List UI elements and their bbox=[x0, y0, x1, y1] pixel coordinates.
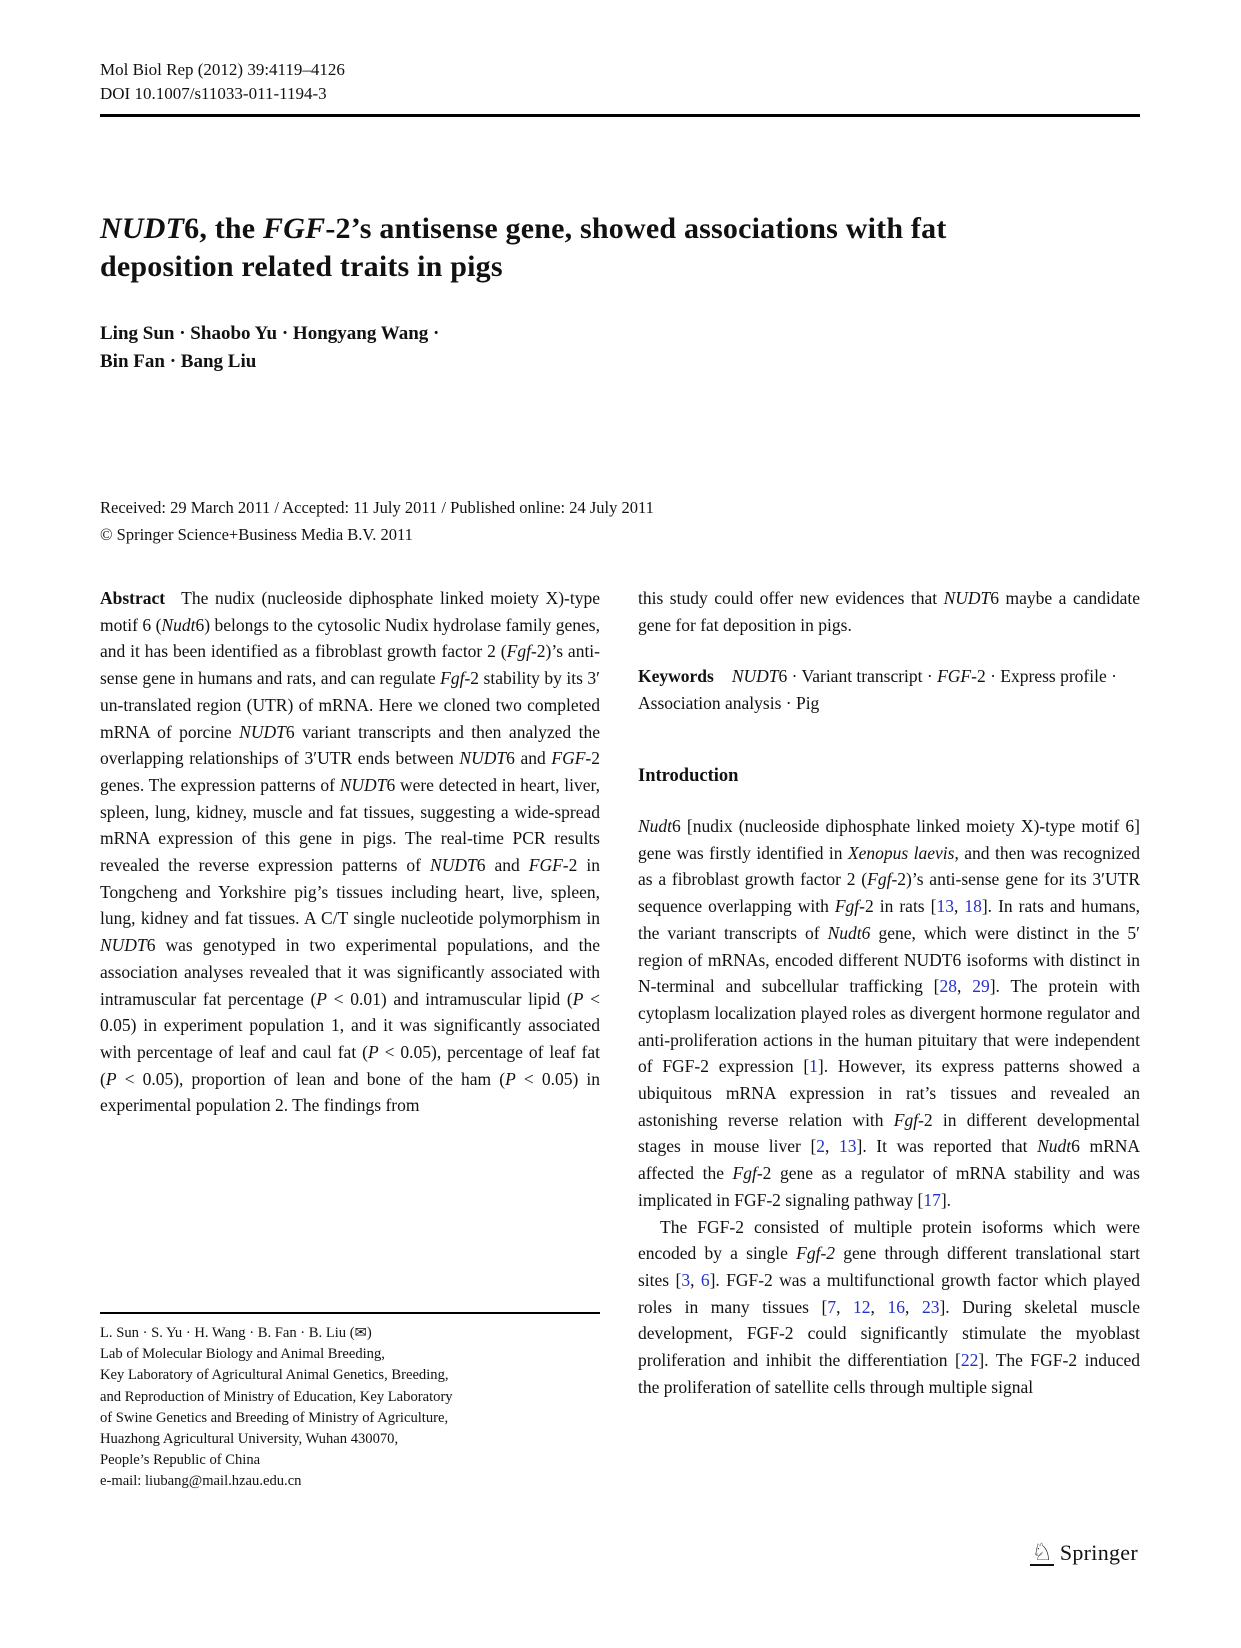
text-segment: NUDT bbox=[100, 212, 185, 245]
introduction-heading: Introduction bbox=[638, 766, 739, 786]
text-segment: ]. During skeletal muscle development, FGF-2 could significantly stimulate the myoblast proliferation and inhibit the differentiation [ bbox=[638, 1296, 1141, 1371]
text-segment: , bbox=[870, 1296, 888, 1317]
text-segment: Nudt bbox=[638, 816, 673, 836]
received-line: Received: 29 March 2011 / Accepted: 11 July 2011 / Published online: 24 July 2011 bbox=[100, 498, 654, 517]
article-title bbox=[100, 210, 1080, 286]
citation-link[interactable]: 3 bbox=[681, 1269, 691, 1290]
text-segment: FGF bbox=[263, 212, 326, 245]
text-segment: FGF bbox=[937, 666, 972, 686]
citation-link[interactable]: 13 bbox=[839, 1136, 857, 1157]
text-segment: -2 gene as a regulator of mRNA stability and was implicated in FGF-2 signaling pathway [ bbox=[638, 1163, 1140, 1210]
text-segment: , and then was recognized as a fibroblast growth factor 2 ( bbox=[638, 842, 1140, 890]
text-segment: FGF bbox=[528, 855, 563, 876]
text-segment: Fgf bbox=[893, 1109, 919, 1130]
affiliation-line: Key Laboratory of Agricultural Animal Genetics, Breeding, bbox=[100, 1367, 449, 1384]
abstract-label: Abstract bbox=[100, 588, 166, 608]
text-segment: -2 · Express profile · Association analysis · Pig bbox=[638, 666, 1117, 713]
author-list bbox=[100, 320, 439, 376]
text-segment: -2)’s anti-sense gene in humans and rats, and can regulate bbox=[100, 641, 600, 689]
text-segment: gene through different translational start sites [ bbox=[638, 1243, 1141, 1290]
citation-link[interactable]: 12 bbox=[853, 1296, 871, 1317]
text-segment: NUDT bbox=[239, 721, 286, 742]
affiliation-line: Huazhong Agricultural University, Wuhan 430070, bbox=[100, 1431, 399, 1448]
text-segment: The nudix (nucleoside diphosphate linked moiety X)-type motif 6 ( bbox=[100, 588, 600, 635]
springer-horse-icon: ♘ bbox=[1031, 1538, 1053, 1566]
text-segment: < 0.01) and intramuscular lipid ( bbox=[327, 988, 573, 1009]
text-segment: this study could offer new evidences that bbox=[638, 588, 944, 608]
correspondence-footnote bbox=[100, 1312, 600, 1493]
citation-link[interactable]: 6 bbox=[700, 1269, 710, 1290]
header-divider bbox=[100, 114, 1140, 117]
text-segment: P bbox=[505, 1068, 516, 1089]
introduction-body bbox=[638, 813, 1140, 1400]
text-segment: ]. In rats and humans, the variant transcripts of bbox=[638, 896, 1141, 943]
text-segment: , bbox=[953, 896, 965, 917]
text-segment: < 0.05) in experimental population 2. The findings from bbox=[100, 1068, 600, 1116]
text-segment: NUDT bbox=[100, 935, 147, 956]
citation-link[interactable]: 16 bbox=[887, 1296, 906, 1317]
text-segment: < 0.05), percentage of leaf fat ( bbox=[100, 1041, 601, 1089]
text-segment: Fgf bbox=[867, 869, 892, 890]
affiliation-line: Lab of Molecular Biology and Animal Breeding, bbox=[100, 1346, 385, 1363]
author-line-2: Bin Fan · Bang Liu bbox=[100, 351, 257, 372]
text-segment: NUDT bbox=[430, 855, 477, 876]
affiliation-line: of Swine Genetics and Breeding of Ministry of Agriculture, bbox=[100, 1409, 449, 1426]
springer-logo bbox=[1030, 1540, 1138, 1566]
text-segment: < 0.05), proportion of lean and bone of the ham ( bbox=[116, 1068, 506, 1089]
copyright-line: © Springer Science+Business Media B.V. 2011 bbox=[100, 525, 413, 544]
text-segment: NUDT bbox=[943, 588, 991, 608]
text-segment: ]. FGF-2 was a multifunctional growth factor which played roles in many tissues [ bbox=[638, 1269, 1141, 1317]
text-segment: 6 · Variant transcript · bbox=[778, 666, 938, 686]
publication-history bbox=[100, 494, 654, 548]
keywords-block bbox=[638, 663, 1140, 716]
text-segment: 6 variant transcripts and then analyzed the overlapping relationships of 3′UTR ends between bbox=[100, 721, 600, 769]
text-segment: , bbox=[957, 976, 973, 997]
citation-link[interactable]: 22 bbox=[960, 1350, 979, 1371]
text-segment: P bbox=[572, 988, 584, 1009]
intro-paragraph-2 bbox=[638, 1214, 1140, 1401]
doi-line: DOI 10.1007/s11033-011-1194-3 bbox=[100, 84, 327, 103]
citation-link[interactable]: 17 bbox=[923, 1189, 941, 1210]
citation-link[interactable]: 29 bbox=[972, 976, 990, 997]
text-segment: -2’s antisense gene, showed associations with fat deposition related traits in pigs bbox=[100, 212, 947, 283]
text-segment: 6 and bbox=[506, 748, 552, 769]
intro-paragraph-1 bbox=[638, 813, 1140, 1214]
text-segment: 6) belongs to the cytosolic Nudix hydrolase family genes, and it has been identified as a fibroblast growth factor 2 ( bbox=[100, 614, 600, 662]
text-segment: Nudt6 bbox=[827, 922, 871, 943]
text-segment: ]. bbox=[940, 1189, 952, 1210]
keywords-label: Keywords bbox=[638, 666, 714, 686]
text-segment: Fgf bbox=[732, 1163, 757, 1184]
citation-link[interactable]: 18 bbox=[964, 896, 982, 917]
text-segment: 6 were detected in heart, liver, spleen, lung, kidney, muscle and fat tissues, suggesting a wide-spread mRNA expression of this gene in pigs. The real-time PCR results revealed the reverse expression patterns of bbox=[100, 774, 600, 876]
text-segment: , bbox=[690, 1269, 701, 1290]
text-segment: , bbox=[836, 1296, 854, 1317]
text-segment: Fgf bbox=[440, 668, 465, 689]
text-segment: , bbox=[825, 1136, 840, 1157]
citation-link[interactable]: 7 bbox=[827, 1296, 837, 1317]
citation-link[interactable]: 28 bbox=[939, 976, 958, 997]
text-segment: , bbox=[905, 1296, 922, 1317]
text-segment: Xenopus laevis bbox=[847, 842, 955, 863]
text-segment: 6 [nudix (nucleoside diphosphate linked moiety X)-type motif 6] gene was firstly identified in bbox=[638, 816, 1140, 863]
page-header bbox=[100, 58, 345, 106]
journal-citation: Mol Biol Rep (2012) 39:4119–4126 bbox=[100, 60, 345, 79]
text-segment: NUDT bbox=[731, 666, 779, 686]
text-segment: NUDT bbox=[459, 748, 507, 769]
text-segment: -2)’s anti-sense gene for its 3′UTR sequence overlapping with bbox=[638, 869, 1140, 917]
text-segment: 6, the bbox=[184, 212, 264, 245]
text-segment: ]. The FGF-2 induced the proliferation of satellite cells through multiple signal bbox=[638, 1350, 1140, 1397]
footnote-divider bbox=[100, 1312, 600, 1314]
text-segment: Nudt bbox=[161, 614, 196, 635]
text-segment: -2 in rats [ bbox=[859, 896, 937, 917]
citation-link[interactable]: 13 bbox=[936, 896, 954, 917]
abstract-left-column bbox=[100, 585, 600, 1119]
abstract-text bbox=[100, 588, 600, 1115]
email-line: e-mail: liubang@mail.hzau.edu.cn bbox=[100, 1473, 302, 1490]
abstract-continuation bbox=[638, 585, 1140, 638]
correspondence-line: L. Sun · S. Yu · H. Wang · B. Fan · B. Liu (✉) bbox=[100, 1325, 372, 1341]
text-segment: Fgf bbox=[834, 896, 860, 917]
text-segment: ]. It was reported that bbox=[856, 1136, 1038, 1157]
text-segment: P bbox=[316, 988, 327, 1009]
citation-link[interactable]: 23 bbox=[921, 1296, 940, 1317]
affiliation-line: People’s Republic of China bbox=[100, 1452, 261, 1469]
text-segment: P bbox=[105, 1068, 117, 1089]
text-segment: -2 in different developmental stages in mouse liver [ bbox=[638, 1109, 1140, 1157]
text-segment: 6 maybe a candidate gene for fat deposition in pigs. bbox=[638, 588, 1140, 635]
text-segment: Nudt bbox=[1037, 1136, 1072, 1157]
text-segment: 6 mRNA affected the bbox=[638, 1136, 1141, 1184]
text-segment: NUDT bbox=[339, 774, 387, 795]
text-segment: Fgf bbox=[506, 641, 531, 662]
text-segment: ]. However, its express patterns showed a ubiquitous mRNA expression in rat’s tissues and revealed an astonishing reverse relation with bbox=[638, 1056, 1140, 1130]
text-segment: P bbox=[367, 1041, 379, 1062]
text-segment: Fgf-2 bbox=[796, 1243, 836, 1264]
text-segment: -2 in Tongcheng and Yorkshire pig’s tissues including heart, live, spleen, lung, kidney and fat tissues. A C/T single nucleotide polymorphism in bbox=[100, 855, 600, 929]
text-segment: FGF bbox=[551, 748, 586, 769]
text-segment: gene, which were distinct in the 5′ region of mRNAs, encoded different NUDT6 isoforms with distinct in N-terminal and subcellular trafficking [ bbox=[638, 922, 1140, 997]
author-line-1: Ling Sun · Shaobo Yu · Hongyang Wang · bbox=[100, 323, 440, 344]
text-segment: -2 stability by its 3′ un-translated region (UTR) of mRNA. Here we cloned two completed mRNA of porcine bbox=[100, 668, 600, 742]
text-segment: 6 was genotyped in two experimental populations, and the association analyses revealed that it was significantly associated with intramuscular fat percentage ( bbox=[100, 935, 600, 1009]
affiliation-line: and Reproduction of Ministry of Education, Key Laboratory bbox=[100, 1388, 453, 1405]
text-segment: -2 genes. The expression patterns of bbox=[100, 748, 600, 795]
text-segment: The FGF-2 consisted of multiple protein isoforms which were encoded by a single bbox=[638, 1216, 1140, 1264]
citation-link[interactable]: 2 bbox=[816, 1136, 826, 1157]
text-segment: 6 and bbox=[476, 855, 529, 876]
text-segment: ]. The protein with cytoplasm localization played roles as divergent hormone regulator and anti-proliferation actions in the human pituitary that were independent of FGF-2 expression [ bbox=[638, 976, 1141, 1077]
citation-link[interactable]: 1 bbox=[809, 1056, 818, 1077]
text-segment: < 0.05) in experiment population 1, and it was significantly associated with percentage of leaf and caul fat ( bbox=[100, 988, 600, 1062]
springer-brand-text: Springer bbox=[1059, 1540, 1138, 1565]
